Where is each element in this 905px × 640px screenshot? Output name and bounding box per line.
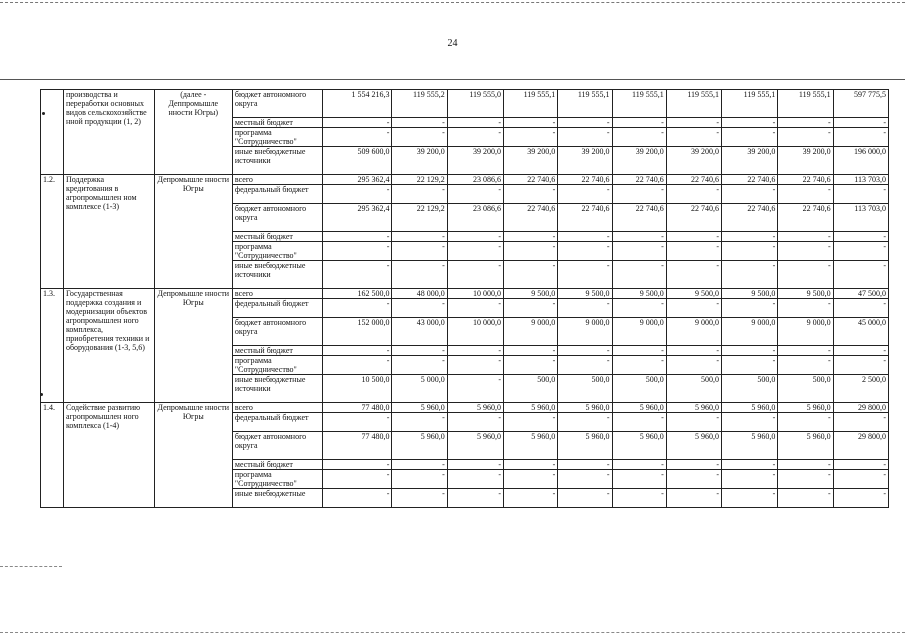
responsible-executor: Депромышле нности Югры <box>154 289 232 403</box>
amount-cell: - <box>392 118 447 128</box>
amount-total-cell: - <box>833 242 888 261</box>
amount-cell: - <box>447 242 503 261</box>
amount-cell: - <box>778 413 833 432</box>
amount-cell: - <box>722 489 778 508</box>
amount-total-cell: 47 500,0 <box>833 289 888 299</box>
amount-cell: - <box>504 413 558 432</box>
amount-cell: - <box>322 489 392 508</box>
amount-total-cell: 2 500,0 <box>833 375 888 403</box>
funding-source: бюджет автономного округа <box>232 432 322 460</box>
amount-total-cell: 597 775,5 <box>833 90 888 118</box>
amount-cell: - <box>722 299 778 318</box>
amount-cell: 77 480,0 <box>322 403 392 413</box>
table-row <box>41 90 889 118</box>
amount-cell: 152 000,0 <box>322 318 392 346</box>
amount-cell: - <box>447 232 503 242</box>
amount-total-cell: 29 800,0 <box>833 403 888 413</box>
amount-cell: 22 740,6 <box>666 175 721 185</box>
amount-cell: - <box>558 232 612 242</box>
funding-source: бюджет автономного округа <box>232 318 322 346</box>
table-row <box>41 403 889 413</box>
amount-cell: - <box>778 299 833 318</box>
amount-cell: - <box>322 232 392 242</box>
amount-cell: - <box>447 356 503 375</box>
amount-cell: - <box>558 356 612 375</box>
amount-cell: - <box>392 413 447 432</box>
amount-cell: 119 555,0 <box>447 90 503 118</box>
amount-cell: - <box>558 346 612 356</box>
amount-cell: 22 129,2 <box>392 204 447 232</box>
funding-source: местный бюджет <box>232 460 322 470</box>
amount-cell: - <box>722 232 778 242</box>
amount-cell: - <box>447 128 503 147</box>
amount-cell: - <box>392 261 447 289</box>
amount-cell: - <box>612 185 666 204</box>
amount-cell: - <box>322 261 392 289</box>
item-number <box>41 90 64 175</box>
amount-total-cell: 29 800,0 <box>833 432 888 460</box>
amount-cell: 5 960,0 <box>504 403 558 413</box>
funding-source: иные внебюджетные <box>232 489 322 508</box>
amount-cell: - <box>322 460 392 470</box>
amount-total-cell: - <box>833 299 888 318</box>
amount-cell: - <box>558 299 612 318</box>
amount-cell: - <box>722 470 778 489</box>
header-rule <box>0 79 905 80</box>
amount-cell: 39 200,0 <box>666 147 721 175</box>
amount-cell: 9 500,0 <box>558 289 612 299</box>
amount-total-cell: 196 000,0 <box>833 147 888 175</box>
scan-mark <box>42 112 45 115</box>
amount-cell: - <box>504 489 558 508</box>
amount-cell: - <box>392 489 447 508</box>
amount-cell: 119 555,1 <box>558 90 612 118</box>
amount-cell: - <box>666 232 721 242</box>
amount-cell: 5 960,0 <box>558 403 612 413</box>
amount-cell: 162 500,0 <box>322 289 392 299</box>
funding-source: программа "Сотрудничество" <box>232 470 322 489</box>
amount-cell: 295 362,4 <box>322 175 392 185</box>
amount-total-cell: - <box>833 185 888 204</box>
amount-total-cell: 45 000,0 <box>833 318 888 346</box>
amount-cell: - <box>666 489 721 508</box>
amount-cell: - <box>392 299 447 318</box>
amount-cell: 9 000,0 <box>666 318 721 346</box>
amount-cell: - <box>322 185 392 204</box>
amount-cell: - <box>447 118 503 128</box>
measure-name: Поддержка кредитования в агропромышлен ном комплексе (1-3) <box>63 175 154 289</box>
amount-cell: 10 000,0 <box>447 289 503 299</box>
amount-cell: 5 960,0 <box>666 403 721 413</box>
amount-cell: - <box>558 128 612 147</box>
amount-cell: - <box>322 356 392 375</box>
amount-cell: - <box>612 489 666 508</box>
amount-cell: 509 600,0 <box>322 147 392 175</box>
amount-cell: - <box>666 185 721 204</box>
amount-cell: 22 740,6 <box>504 175 558 185</box>
amount-cell: - <box>322 118 392 128</box>
amount-total-cell: - <box>833 128 888 147</box>
amount-cell: - <box>558 489 612 508</box>
amount-cell: - <box>447 299 503 318</box>
amount-cell: 500,0 <box>722 375 778 403</box>
amount-cell: - <box>666 242 721 261</box>
amount-cell: 23 086,6 <box>447 175 503 185</box>
amount-cell: 9 500,0 <box>778 289 833 299</box>
amount-cell: - <box>666 261 721 289</box>
amount-cell: 22 740,6 <box>612 204 666 232</box>
amount-cell: - <box>612 470 666 489</box>
funding-source: всего <box>232 289 322 299</box>
amount-cell: 22 740,6 <box>778 204 833 232</box>
amount-cell: 10 500,0 <box>322 375 392 403</box>
amount-total-cell: 113 703,0 <box>833 204 888 232</box>
funding-source: бюджет автономного округа <box>232 204 322 232</box>
amount-cell: - <box>447 185 503 204</box>
amount-total-cell: - <box>833 460 888 470</box>
amount-cell: 500,0 <box>504 375 558 403</box>
amount-cell: 500,0 <box>558 375 612 403</box>
amount-cell: 23 086,6 <box>447 204 503 232</box>
amount-cell: - <box>666 470 721 489</box>
amount-cell: 39 200,0 <box>722 147 778 175</box>
amount-cell: - <box>392 242 447 261</box>
amount-cell: 119 555,2 <box>392 90 447 118</box>
amount-cell: - <box>612 242 666 261</box>
funding-source: всего <box>232 175 322 185</box>
amount-cell: - <box>612 299 666 318</box>
item-number: 1.4. <box>41 403 64 508</box>
amount-cell: - <box>722 128 778 147</box>
budget-table <box>40 89 889 508</box>
amount-cell: - <box>722 261 778 289</box>
amount-cell: 5 960,0 <box>504 432 558 460</box>
amount-cell: 119 555,1 <box>612 90 666 118</box>
amount-cell: 39 200,0 <box>612 147 666 175</box>
funding-source: иные внебюджетные источники <box>232 261 322 289</box>
amount-cell: 5 960,0 <box>612 432 666 460</box>
page-number: 24 <box>447 38 458 49</box>
amount-cell: 22 740,6 <box>558 204 612 232</box>
amount-total-cell: - <box>833 356 888 375</box>
amount-total-cell: - <box>833 489 888 508</box>
funding-source: иные внебюджетные источники <box>232 147 322 175</box>
amount-cell: 9 500,0 <box>612 289 666 299</box>
funding-source: программа "Сотрудничество" <box>232 356 322 375</box>
amount-cell: - <box>612 356 666 375</box>
amount-cell: - <box>666 118 721 128</box>
amount-cell: - <box>322 470 392 489</box>
amount-cell: 5 960,0 <box>447 403 503 413</box>
measure-name: Государственная поддержка создания и модернизации объектов агропромышлен ного комплекса, приобретения техники и оборудования (1-3, 5,6) <box>63 289 154 403</box>
amount-cell: 48 000,0 <box>392 289 447 299</box>
amount-cell: - <box>612 413 666 432</box>
amount-total-cell: - <box>833 232 888 242</box>
item-number: 1.3. <box>41 289 64 403</box>
amount-cell: 22 740,6 <box>666 204 721 232</box>
amount-cell: 22 740,6 <box>612 175 666 185</box>
amount-cell: 500,0 <box>778 375 833 403</box>
amount-cell: 5 960,0 <box>778 432 833 460</box>
amount-cell: - <box>778 232 833 242</box>
amount-total-cell: - <box>833 261 888 289</box>
amount-cell: 1 554 216,3 <box>322 90 392 118</box>
funding-source: федеральный бюджет <box>232 413 322 432</box>
amount-cell: 9 000,0 <box>504 318 558 346</box>
amount-cell: 5 960,0 <box>447 432 503 460</box>
funding-source: программа "Сотрудничество" <box>232 242 322 261</box>
amount-cell: - <box>612 118 666 128</box>
amount-cell: - <box>778 470 833 489</box>
amount-cell: - <box>392 232 447 242</box>
responsible-executor: Депромышле нности Югры <box>154 175 232 289</box>
amount-cell: - <box>666 299 721 318</box>
amount-cell: - <box>392 128 447 147</box>
amount-cell: 22 740,6 <box>722 175 778 185</box>
amount-cell: - <box>558 261 612 289</box>
scan-edge-mid <box>0 566 62 567</box>
amount-cell: 9 000,0 <box>722 318 778 346</box>
amount-cell: - <box>612 128 666 147</box>
funding-source: всего <box>232 403 322 413</box>
amount-cell: - <box>722 242 778 261</box>
amount-cell: 5 000,0 <box>392 375 447 403</box>
amount-cell: 5 960,0 <box>392 432 447 460</box>
amount-cell: - <box>504 118 558 128</box>
amount-cell: - <box>778 356 833 375</box>
amount-cell: - <box>612 460 666 470</box>
scan-edge-top <box>0 2 905 3</box>
amount-cell: - <box>666 346 721 356</box>
amount-cell: 43 000,0 <box>392 318 447 346</box>
amount-cell: - <box>558 118 612 128</box>
amount-cell: - <box>722 185 778 204</box>
amount-cell: - <box>504 128 558 147</box>
amount-cell: 77 480,0 <box>322 432 392 460</box>
amount-cell: - <box>322 299 392 318</box>
amount-cell: 5 960,0 <box>722 432 778 460</box>
amount-cell: - <box>504 346 558 356</box>
amount-cell: 9 500,0 <box>722 289 778 299</box>
amount-cell: 39 200,0 <box>392 147 447 175</box>
amount-cell: - <box>392 356 447 375</box>
amount-cell: - <box>447 460 503 470</box>
amount-cell: - <box>504 185 558 204</box>
funding-source: федеральный бюджет <box>232 185 322 204</box>
table-row <box>41 175 889 185</box>
amount-cell: - <box>504 356 558 375</box>
amount-cell: - <box>558 460 612 470</box>
amount-cell: - <box>722 413 778 432</box>
amount-cell: 9 000,0 <box>558 318 612 346</box>
amount-cell: - <box>322 128 392 147</box>
amount-cell: - <box>392 460 447 470</box>
amount-cell: - <box>558 470 612 489</box>
amount-cell: 22 740,6 <box>504 204 558 232</box>
amount-cell: - <box>778 261 833 289</box>
amount-cell: - <box>447 413 503 432</box>
amount-cell: 119 555,1 <box>504 90 558 118</box>
amount-cell: - <box>722 356 778 375</box>
amount-cell: - <box>504 261 558 289</box>
amount-cell: 5 960,0 <box>666 432 721 460</box>
amount-cell: - <box>612 261 666 289</box>
amount-cell: - <box>722 346 778 356</box>
amount-cell: - <box>778 346 833 356</box>
table-row <box>41 289 889 299</box>
amount-cell: - <box>322 346 392 356</box>
funding-source: бюджет автономного округа <box>232 90 322 118</box>
amount-total-cell: - <box>833 413 888 432</box>
amount-cell: 5 960,0 <box>392 403 447 413</box>
amount-cell: 39 200,0 <box>447 147 503 175</box>
amount-cell: 295 362,4 <box>322 204 392 232</box>
amount-cell: - <box>504 470 558 489</box>
amount-cell: 119 555,1 <box>778 90 833 118</box>
amount-total-cell: - <box>833 470 888 489</box>
funding-source: местный бюджет <box>232 232 322 242</box>
amount-cell: 9 000,0 <box>612 318 666 346</box>
amount-cell: 22 740,6 <box>722 204 778 232</box>
amount-cell: 119 555,1 <box>666 90 721 118</box>
measure-name: Содействие развитию агропромышлен ного комплекса (1-4) <box>63 403 154 508</box>
amount-cell: - <box>392 470 447 489</box>
amount-cell: - <box>666 356 721 375</box>
amount-cell: - <box>504 242 558 261</box>
amount-cell: - <box>778 128 833 147</box>
responsible-executor: Депромышле нности Югры <box>154 403 232 508</box>
amount-cell: 119 555,1 <box>722 90 778 118</box>
amount-cell: 5 960,0 <box>778 403 833 413</box>
amount-cell: - <box>447 261 503 289</box>
scan-edge-bottom <box>0 632 905 633</box>
amount-total-cell: - <box>833 118 888 128</box>
amount-cell: 22 740,6 <box>558 175 612 185</box>
responsible-executor: (далее - Деппромышле нности Югры) <box>154 90 232 175</box>
amount-cell: 22 129,2 <box>392 175 447 185</box>
amount-cell: - <box>447 470 503 489</box>
funding-source: программа "Сотрудничество" <box>232 128 322 147</box>
amount-cell: 39 200,0 <box>778 147 833 175</box>
amount-cell: - <box>322 242 392 261</box>
item-number: 1.2. <box>41 175 64 289</box>
amount-cell: 22 740,6 <box>778 175 833 185</box>
funding-source: местный бюджет <box>232 118 322 128</box>
funding-source: федеральный бюджет <box>232 299 322 318</box>
amount-cell: - <box>558 185 612 204</box>
amount-cell: - <box>778 242 833 261</box>
amount-cell: 39 200,0 <box>558 147 612 175</box>
amount-cell: - <box>392 346 447 356</box>
amount-cell: - <box>447 375 503 403</box>
amount-cell: - <box>322 413 392 432</box>
amount-cell: - <box>558 242 612 261</box>
amount-cell: - <box>504 460 558 470</box>
amount-cell: 9 500,0 <box>666 289 721 299</box>
amount-cell: - <box>778 185 833 204</box>
amount-cell: 5 960,0 <box>612 403 666 413</box>
amount-cell: - <box>778 118 833 128</box>
amount-cell: 39 200,0 <box>504 147 558 175</box>
amount-cell: 9 500,0 <box>504 289 558 299</box>
funding-source: местный бюджет <box>232 346 322 356</box>
amount-cell: - <box>666 460 721 470</box>
amount-total-cell: - <box>833 346 888 356</box>
amount-cell: - <box>504 232 558 242</box>
amount-cell: - <box>778 460 833 470</box>
funding-source: иные внебюджетные источники <box>232 375 322 403</box>
amount-cell: - <box>558 413 612 432</box>
amount-cell: 500,0 <box>666 375 721 403</box>
amount-cell: - <box>666 128 721 147</box>
amount-cell: - <box>447 346 503 356</box>
amount-cell: - <box>722 118 778 128</box>
amount-cell: 5 960,0 <box>722 403 778 413</box>
amount-cell: 10 000,0 <box>447 318 503 346</box>
amount-cell: - <box>504 299 558 318</box>
amount-cell: - <box>447 489 503 508</box>
amount-cell: - <box>392 185 447 204</box>
scan-mark <box>40 393 43 396</box>
amount-cell: - <box>722 460 778 470</box>
amount-cell: 5 960,0 <box>558 432 612 460</box>
amount-total-cell: 113 703,0 <box>833 175 888 185</box>
amount-cell: 9 000,0 <box>778 318 833 346</box>
amount-cell: - <box>612 232 666 242</box>
amount-cell: - <box>666 413 721 432</box>
amount-cell: - <box>612 346 666 356</box>
measure-name: производства и переработки основных видов сельскохозяйстве нной продукции (1, 2) <box>63 90 154 175</box>
amount-cell: 500,0 <box>612 375 666 403</box>
amount-cell: - <box>778 489 833 508</box>
